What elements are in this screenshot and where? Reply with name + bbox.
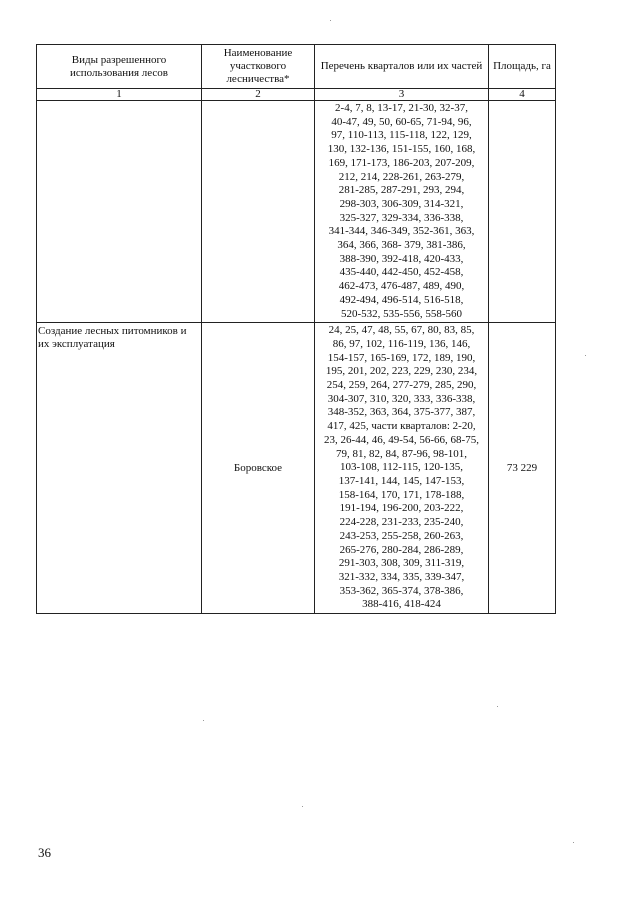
- header-area: Площадь, га: [489, 45, 556, 89]
- quarters-line: 281-285, 287-291, 293, 294,: [338, 184, 465, 197]
- quarters-line: 158-164, 170, 171, 178-188,: [338, 488, 465, 501]
- quarters-cell: [315, 323, 489, 614]
- table-row: [37, 101, 556, 323]
- quarters-line: 348-352, 363, 364, 375-377, 387,: [327, 406, 476, 419]
- scan-speck: [585, 355, 586, 356]
- quarters-line: 243-253, 255-258, 260-263,: [339, 529, 464, 542]
- quarters-line: 520-532, 535-556, 558-560: [341, 307, 462, 320]
- column-number-row: [37, 89, 556, 101]
- quarters-line: 341-344, 346-349, 352-361, 363,: [328, 225, 475, 238]
- quarters-line: 325-327, 329-334, 336-338,: [339, 211, 464, 224]
- scan-speck: [203, 720, 204, 721]
- use-type-cell: Создание лесных питомников и их эксплуатация: [37, 323, 202, 614]
- quarters-line: 103-108, 112-115, 120-135,: [340, 461, 463, 474]
- district-cell: Боровское: [202, 323, 315, 614]
- quarters-line: 435-440, 442-450, 452-458,: [339, 266, 464, 279]
- header-quarters: Перечень кварталов или их частей: [315, 45, 489, 89]
- column-number: 2: [202, 89, 315, 101]
- quarters-line: 492-494, 496-514, 516-518,: [339, 293, 464, 306]
- column-number: 4: [489, 89, 556, 101]
- district-cell: [202, 101, 315, 323]
- header-use-type: Виды разрешенного использования лесов: [37, 45, 202, 89]
- quarters-line: 364, 366, 368- 379, 381-386,: [337, 239, 466, 252]
- quarters-line: 291-303, 308, 309, 311-319,: [338, 557, 465, 570]
- quarters-line: 417, 425, части кварталов: 2-20,: [327, 420, 476, 433]
- area-cell: [489, 101, 556, 323]
- scan-speck: [330, 20, 331, 21]
- quarters-line: 97, 110-113, 115-118, 122, 129,: [331, 129, 472, 142]
- page-number: 36: [38, 845, 51, 860]
- forest-use-table: [36, 44, 556, 614]
- quarters-line: 321-332, 334, 335, 339-347,: [338, 570, 465, 583]
- quarters-line: 23, 26-44, 46, 49-54, 56-66, 68-75,: [324, 433, 479, 446]
- use-type-cell: [37, 101, 202, 323]
- scan-speck: [302, 806, 303, 807]
- scan-speck: [573, 842, 574, 843]
- quarters-line: 353-362, 365-374, 378-386,: [339, 584, 464, 597]
- quarters-line: 154-157, 165-169, 172, 189, 190,: [327, 351, 476, 364]
- quarters-line: 169, 171-173, 186-203, 207-209,: [328, 156, 475, 169]
- header-row: [37, 45, 556, 89]
- quarters-line: 191-194, 196-200, 203-222,: [339, 502, 464, 515]
- quarters-cell: [315, 101, 489, 323]
- quarters-line: 86, 97, 102, 116-119, 136, 146,: [332, 337, 471, 350]
- quarters-line: 224-228, 231-233, 235-240,: [339, 516, 464, 529]
- scan-speck: [497, 706, 498, 707]
- quarters-line: 462-473, 476-487, 489, 490,: [338, 280, 465, 293]
- quarters-line: 195, 201, 202, 223, 229, 230, 234,: [325, 365, 478, 378]
- table-row: [37, 323, 556, 614]
- area-cell: 73 229: [489, 323, 556, 614]
- quarters-line: 265-276, 280-284, 286-289,: [339, 543, 464, 556]
- quarters-line: 388-416, 418-424: [362, 598, 441, 611]
- quarters-line: 298-303, 306-309, 314-321,: [339, 197, 464, 210]
- column-number: 1: [37, 89, 202, 101]
- quarters-line: 388-390, 392-418, 420-433,: [339, 252, 464, 265]
- column-number: 3: [315, 89, 489, 101]
- quarters-line: 254, 259, 264, 277-279, 285, 290,: [326, 379, 477, 392]
- quarters-line: 130, 132-136, 151-155, 160, 168,: [327, 143, 476, 156]
- quarters-line: 24, 25, 47, 48, 55, 67, 80, 83, 85,: [328, 324, 475, 337]
- quarters-line: 40-47, 49, 50, 60-65, 71-94, 96,: [331, 115, 472, 128]
- header-district: Наименование участкового лесничества*: [202, 45, 315, 89]
- quarters-line: 79, 81, 82, 84, 87-96, 98-101,: [335, 447, 468, 460]
- quarters-line: 212, 214, 228-261, 263-279,: [338, 170, 465, 183]
- quarters-line: 137-141, 144, 145, 147-153,: [338, 474, 465, 487]
- quarters-line: 304-307, 310, 320, 333, 336-338,: [327, 392, 476, 405]
- quarters-line: 2-4, 7, 8, 13-17, 21-30, 32-37,: [335, 102, 468, 114]
